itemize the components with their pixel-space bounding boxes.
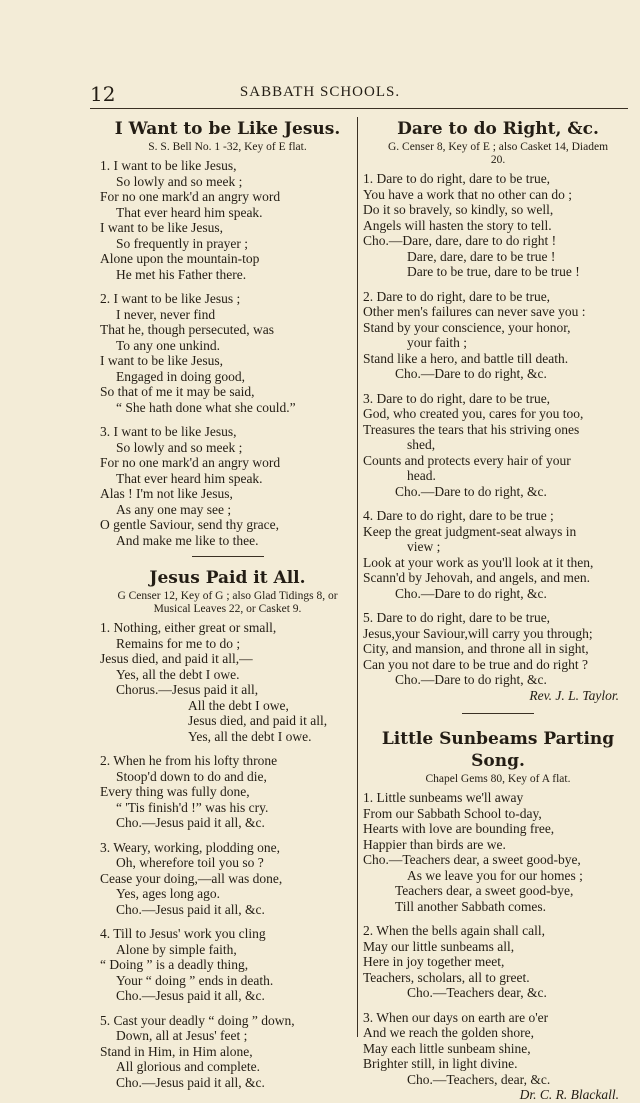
verse-line: 3. Weary, working, plodding one, [100, 839, 281, 855]
verse [100, 753, 355, 831]
chorus-line: Cho.—Dare to do right, &c. [395, 483, 547, 499]
hymn-title: Little Sunbeams Parting Song. [381, 729, 615, 771]
verse-line: May our little sunbeams all, [363, 938, 515, 954]
verse-line: As any one may see ; [116, 501, 232, 517]
hymn-want-to-be-like-jesus [100, 118, 355, 548]
verse [363, 391, 633, 500]
verse-line: Every thing was fully done, [100, 784, 250, 799]
verse [363, 289, 633, 382]
verse [100, 291, 355, 415]
running-title: SABBATH SCHOOLS. [239, 84, 401, 100]
verse-line: He met his Father there. [116, 266, 247, 282]
chorus-line: Jesus died, and paid it all, [188, 713, 328, 728]
verse-line: 4. Till to Jesus' work you cling [100, 926, 266, 941]
verse-line: 2. I want to be like Jesus ; [100, 291, 241, 306]
hymn-title: Dare to do Right, &c. [397, 119, 599, 139]
verse-line: 1. Nothing, either great or small, [100, 620, 277, 635]
hymn-jesus-paid-it-all [100, 567, 355, 1090]
chorus-line: Chorus.—Jesus paid it all, [116, 682, 259, 697]
verse-line: 2. When he from his lofty throne [100, 753, 278, 768]
verse-line: 5. Cast your deadly “ doing ” down, [100, 1012, 295, 1028]
verse [100, 926, 355, 1004]
chorus-line: Cho.—Teachers dear, a sweet good-bye, [363, 852, 581, 867]
chorus-line: Cho.—Dare to do right, &c. [395, 585, 547, 601]
verse-line: Counts and protects every hair of your [363, 452, 571, 468]
verse-line: Stoop'd down to do and die, [116, 768, 267, 784]
verse-line: Brighter still, in light divine. [363, 1056, 518, 1071]
verse-line: Teachers, scholars, all to greet. [363, 969, 530, 985]
hymn-meta-line: Musical Leaves 22, or Casket 9. [153, 603, 302, 615]
hymn-little-sunbeams [363, 728, 633, 1103]
hymn-title: I Want to be Like Jesus. [114, 119, 341, 139]
verse-line: Alone upon the mountain-top [100, 251, 260, 266]
verse-line: 1. I want to be like Jesus, [100, 158, 237, 173]
hymn-meta-line: 20. [490, 154, 506, 166]
chorus-line: Dare, dare, dare to be true ! [407, 248, 556, 264]
verse-line: So frequently in prayer ; [116, 235, 248, 251]
verse [363, 171, 633, 280]
verse-line: 1. Dare to do right, dare to be true, [363, 171, 551, 186]
verse [100, 424, 355, 548]
hymn-meta-line: G. Censer 8, Key of E ; also Casket 14, Diadem [387, 141, 609, 153]
verse-line: view ; [407, 539, 441, 554]
verse-line: 4. Dare to do right, dare to be true ; [363, 508, 554, 523]
verse-line: From our Sabbath School to-day, [363, 805, 542, 821]
hymn-meta-line: G Censer 12, Key of G ; also Glad Tidings 8, or [117, 590, 338, 602]
verse-line: Stand like a hero, and battle till death. [363, 350, 569, 366]
verse [363, 1010, 633, 1088]
verse-line: Treasures the tears that his striving ones [363, 421, 580, 437]
verse-line: Angels will hasten the story to tell. [363, 217, 552, 233]
column-divider [357, 117, 358, 1037]
verse-line: Scann'd by Jehovah, and angels, and men. [363, 570, 591, 585]
verse-line: To any one unkind. [116, 337, 221, 353]
left-column [100, 118, 355, 1090]
chorus-line: Till another Sabbath comes. [395, 898, 546, 914]
verse-line: Yes, ages long ago. [116, 886, 220, 901]
hymn-meta [363, 141, 633, 167]
verse-line: shed, [407, 437, 436, 452]
verse [363, 508, 633, 601]
verse-line: Can you not dare to be true and do right ? [363, 656, 588, 672]
verse-line: 1. Little sunbeams we'll away [363, 790, 524, 805]
section-rule [462, 713, 534, 714]
verse-line: 3. When our days on earth are o'er [363, 1009, 549, 1025]
chorus-line: Dare to be true, dare to be true ! [407, 264, 580, 279]
verse-line: Look at your work as you'll look at it then, [363, 554, 594, 570]
chorus-line: Cho.—Teachers, dear, &c. [407, 1071, 551, 1087]
verse-line: Keep the great judgment-seat always in [363, 523, 577, 539]
chorus-line: Teachers dear, a sweet good-bye, [395, 883, 574, 898]
verse-line: Alone by simple faith, [116, 941, 237, 957]
verse-line: Do it so bravely, so kindly, so well, [363, 202, 554, 217]
verse [363, 610, 633, 688]
chorus-line: As we leave you for our homes ; [407, 867, 583, 883]
hymn-meta: Chapel Gems 80, Key of A flat. [425, 773, 571, 785]
verse-line: “ Doing ” is a deadly thing, [100, 957, 249, 972]
verse-line: That he, though persecuted, was [100, 322, 274, 337]
hymn-author: Dr. C. R. Blackall. [519, 1087, 619, 1102]
verse-line: Oh, wherefore toil you so ? [116, 855, 264, 870]
chorus-line: Cho.—Dare to do right, &c. [395, 366, 547, 381]
verse-line: So lowly and so meek ; [116, 439, 243, 455]
chorus-line: Cho.—Jesus paid it all, &c. [116, 1074, 265, 1090]
verse-line: 2. When the bells again shall call, [363, 923, 545, 938]
verse-line: Jesus,your Saviour,will carry you through; [363, 625, 593, 641]
verse-line: Down, all at Jesus' feet ; [116, 1028, 248, 1043]
verse-line: You have a work that no other can do ; [363, 186, 572, 202]
verse-line: “ She hath done what she could.” [116, 399, 296, 415]
verse-line: I want to be like Jesus, [100, 220, 223, 235]
verse-line: 5. Dare to do right, dare to be true, [363, 610, 551, 625]
page-header [0, 82, 640, 106]
verse-line: Engaged in doing good, [116, 368, 245, 384]
verse-line: Yes, all the debt I owe. [116, 666, 240, 682]
verse-line: head. [407, 468, 436, 483]
chorus-line: All the debt I owe, [188, 697, 289, 713]
verse-line: So that of me it may be said, [100, 384, 255, 399]
hymn-meta: S. S. Bell No. 1 -32, Key of E flat. [148, 141, 307, 153]
chorus-line: Cho.—Teachers dear, &c. [407, 985, 547, 1000]
verse-line: All glorious and complete. [116, 1059, 260, 1074]
verse-line: Hearts with love are bounding free, [363, 821, 555, 836]
verse-line: So lowly and so meek ; [116, 173, 243, 189]
verse-line: Cease your doing,—all was done, [100, 870, 283, 886]
chorus-line: Cho.—Dare to do right, &c. [395, 672, 547, 687]
verse-line: I never, never find [116, 306, 216, 322]
verse-line: Remains for me to do ; [116, 635, 241, 651]
hymn-meta [100, 590, 355, 616]
verse-line: Happier than birds are we. [363, 836, 506, 852]
page-number: 12 [90, 82, 116, 106]
chorus-line: Yes, all the debt I owe. [188, 728, 312, 744]
verse-line: Stand in Him, in Him alone, [100, 1043, 253, 1059]
verse-line: 2. Dare to do right, dare to be true, [363, 288, 551, 304]
verse-line: 3. I want to be like Jesus, [100, 424, 237, 439]
verse-line: And we reach the golden shore, [363, 1025, 534, 1040]
verse-line: O gentle Saviour, send thy grace, [100, 517, 280, 532]
hymn-title: Jesus Paid it All. [149, 568, 306, 588]
verse-line: That ever heard him speak. [116, 470, 263, 486]
header-rule [90, 108, 628, 109]
verse-line: For no one mark'd an angry word [100, 189, 281, 204]
verse-line: Here in joy together meet, [363, 954, 505, 969]
verse-line: For no one mark'd an angry word [100, 455, 281, 470]
chorus-line: Cho.—Jesus paid it all, &c. [116, 815, 265, 830]
verse [100, 620, 355, 744]
hymn-author: Rev. J. L. Taylor. [529, 687, 619, 703]
verse-line: God, who created you, cares for you too, [363, 406, 584, 421]
verse-line: City, and mansion, and throne all in sight, [363, 641, 589, 656]
verse [100, 1013, 355, 1091]
verse-line: Jesus died, and paid it all,— [100, 651, 253, 666]
hymn-dare-to-do-right [363, 118, 633, 703]
verse-line: That ever heard him speak. [116, 204, 263, 220]
verse-line: I want to be like Jesus, [100, 353, 223, 368]
verse [100, 840, 355, 918]
verse-line: “ 'Tis finish'd !” was his cry. [116, 799, 269, 815]
chorus-line: Cho.—Dare, dare, dare to do right ! [363, 233, 557, 248]
chorus-line: Cho.—Jesus paid it all, &c. [116, 988, 265, 1003]
verse-line: May each little sunbeam shine, [363, 1040, 531, 1056]
verse-line: Alas ! I'm not like Jesus, [100, 486, 233, 501]
right-column [363, 118, 633, 1103]
verse [100, 158, 355, 282]
verse-line: Your “ doing ” ends in death. [116, 972, 274, 988]
verse-line: your faith ; [407, 335, 467, 350]
verse-line: Stand by your conscience, your honor, [363, 319, 571, 335]
section-rule [192, 556, 264, 557]
verse-line: 3. Dare to do right, dare to be true, [363, 390, 551, 406]
verse-line: Other men's failures can never save you : [363, 304, 586, 319]
verse [363, 923, 633, 1001]
chorus-line: Cho.—Jesus paid it all, &c. [116, 901, 265, 917]
verse [363, 790, 633, 914]
verse-line: And make me like to thee. [116, 532, 259, 548]
